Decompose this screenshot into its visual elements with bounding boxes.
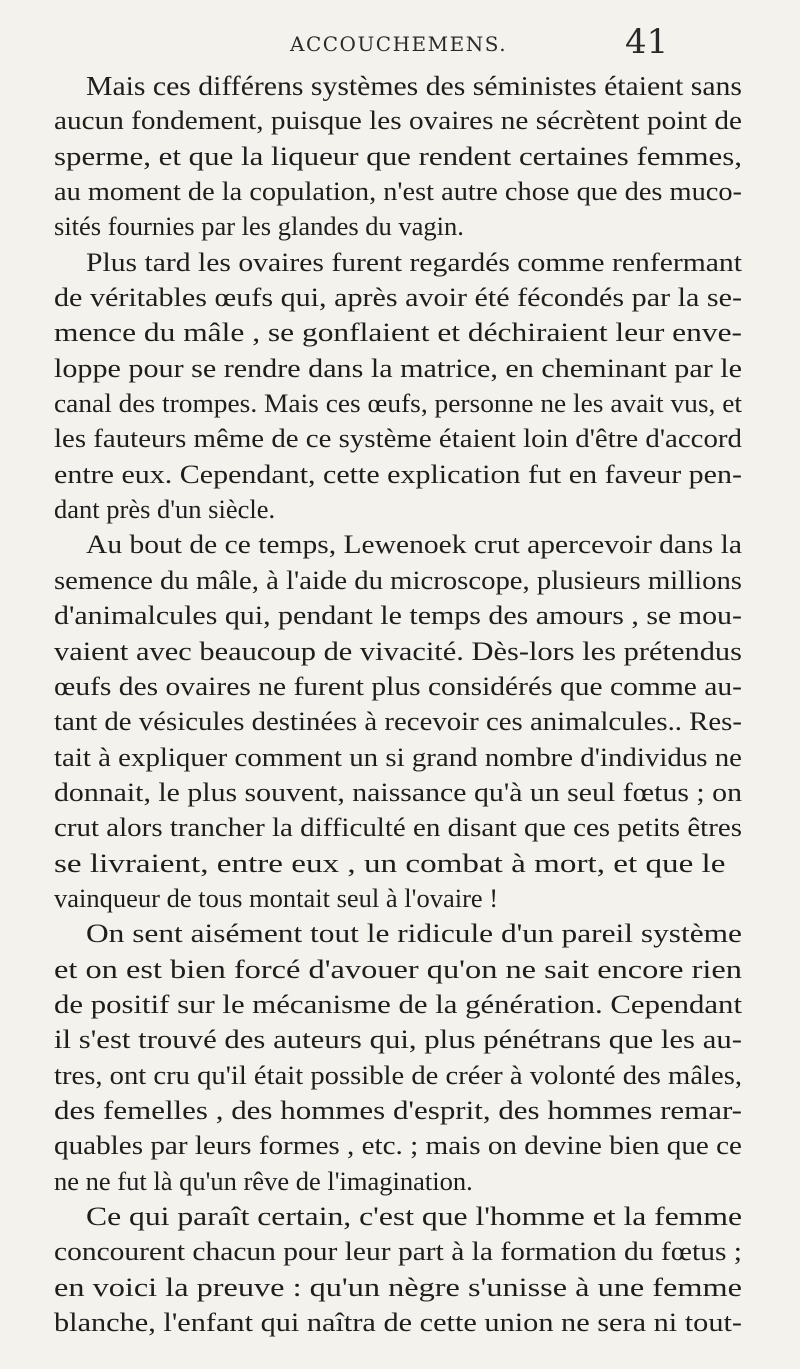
text-line bbox=[0, 527, 800, 562]
text-line-content: les fauteurs même de ce système étaient loin d'être d'accord bbox=[54, 423, 742, 454]
text-line-content: d'animalcules qui, pendant le temps des amours , se mou- bbox=[54, 600, 743, 631]
text-line bbox=[0, 351, 800, 386]
text-line-content: sperme, et que la liqueur que rendent certaines femmes, bbox=[54, 140, 742, 171]
text-line bbox=[0, 245, 800, 280]
text-line-content: de positif sur le mécanisme de la génération. Cependant bbox=[54, 988, 742, 1019]
text-line bbox=[0, 634, 800, 669]
text-line-content: sités fournies par les glandes du vagin. bbox=[54, 211, 464, 242]
running-head: ACCOUCHEMENS. bbox=[290, 32, 508, 56]
text-line-content: ne ne fut là qu'un rêve de l'imagination. bbox=[54, 1165, 473, 1196]
text-line-content: Au bout de ce temps, Lewenoek crut apercevoir dans la bbox=[86, 529, 742, 560]
text-line bbox=[0, 740, 800, 775]
text-line-content: entre eux. Cependant, cette explication fut en faveur pen- bbox=[54, 458, 742, 489]
page-number: 41 bbox=[625, 22, 669, 62]
text-line-content: mence du mâle , se gonflaient et déchiraient leur enve- bbox=[54, 317, 742, 348]
text-line bbox=[0, 1234, 800, 1269]
text-line bbox=[0, 1199, 800, 1234]
text-line-content: On sent aisément tout le ridicule d'un pareil système bbox=[86, 918, 742, 949]
text-line-content: concourent chacun pour leur part à la formation du fœtus ; bbox=[54, 1236, 742, 1267]
text-line-content: vainqueur de tous montait seul à l'ovaire ! bbox=[54, 882, 499, 913]
text-line-content: donnait, le plus souvent, naissance qu'à un seul fœtus ; on bbox=[54, 776, 742, 807]
text-line bbox=[0, 280, 800, 315]
text-line bbox=[0, 1022, 800, 1057]
text-line-content: semence du mâle, à l'aide du microscope, plusieurs millions bbox=[54, 564, 742, 595]
text-line bbox=[0, 598, 800, 633]
text-line-content: canal des trompes. Mais ces œufs, personne ne les avait vus, et bbox=[54, 388, 742, 419]
text-line-content: œufs des ovaires ne furent plus considérés que comme au- bbox=[54, 670, 742, 701]
text-line bbox=[0, 916, 800, 951]
text-line-content: quables par leurs formes , etc. ; mais on devine bien que ce bbox=[54, 1130, 742, 1161]
text-line bbox=[0, 174, 800, 209]
text-line bbox=[0, 209, 800, 244]
text-line bbox=[0, 563, 800, 598]
text-line-content: Plus tard les ovaires furent regardés comme renfermant bbox=[86, 246, 742, 277]
text-line bbox=[0, 315, 800, 350]
text-line-content: Mais ces différens systèmes des séministes étaient sans bbox=[86, 70, 742, 101]
text-line-content: vaient avec beaucoup de vivacité. Dès-lors les prétendus bbox=[54, 635, 742, 666]
text-line-content: aucun fondement, puisque les ovaires ne sécrètent point de bbox=[54, 105, 742, 136]
text-line-content: tres, ont cru qu'il était possible de créer à volonté des mâles, bbox=[54, 1059, 742, 1090]
text-line-content: tait à expliquer comment un si grand nombre d'individus ne bbox=[54, 741, 742, 772]
text-line bbox=[0, 1128, 800, 1163]
text-line-content: dant près d'un siècle. bbox=[54, 494, 276, 525]
text-line-content: il s'est trouvé des auteurs qui, plus pénétrans que les au- bbox=[54, 1024, 742, 1055]
text-line-content: des femelles , des hommes d'esprit, des hommes remar- bbox=[54, 1094, 742, 1125]
text-line-content: Ce qui paraît certain, c'est que l'homme et la femme bbox=[86, 1201, 742, 1231]
text-line-content: crut alors trancher la difficulté en disant que ces petits êtres bbox=[54, 812, 742, 843]
text-line-content: et on est bien forcé d'avouer qu'on ne sait encore rien bbox=[54, 953, 742, 984]
text-line-content: loppe pour se rendre dans la matrice, en cheminant par le bbox=[54, 352, 742, 383]
text-line bbox=[0, 775, 800, 810]
text-line bbox=[0, 139, 800, 174]
text-line bbox=[0, 457, 800, 492]
text-line bbox=[0, 1270, 800, 1305]
text-line bbox=[0, 492, 800, 527]
text-line bbox=[0, 987, 800, 1022]
text-line bbox=[0, 1058, 800, 1093]
text-line-content: de véritables œufs qui, après avoir été fécondés par la se- bbox=[54, 282, 742, 313]
page-header bbox=[0, 22, 800, 62]
text-line bbox=[0, 881, 800, 916]
text-line bbox=[0, 1093, 800, 1128]
text-line bbox=[0, 421, 800, 456]
text-line-content: au moment de la copulation, n'est autre chose que des muco- bbox=[54, 176, 742, 207]
text-line bbox=[0, 669, 800, 704]
text-line bbox=[0, 846, 800, 881]
text-line bbox=[0, 386, 800, 421]
body-text bbox=[0, 68, 800, 1340]
text-line-content: se livraient, entre eux , un combat à mort, et que le bbox=[54, 847, 726, 878]
text-line bbox=[0, 103, 800, 138]
text-line-content: blanche, l'enfant qui naîtra de cette union ne sera ni tout- bbox=[54, 1307, 742, 1338]
text-line bbox=[0, 952, 800, 987]
text-line bbox=[0, 1164, 800, 1199]
text-line bbox=[0, 810, 800, 845]
text-line bbox=[0, 704, 800, 739]
text-line-content: en voici la preuve : qu'un nègre s'unisse à une femme bbox=[54, 1271, 742, 1302]
text-line bbox=[0, 68, 800, 103]
text-line bbox=[0, 1305, 800, 1340]
text-line-content: tant de vésicules destinées à recevoir ces animalcules.. Res- bbox=[54, 706, 742, 737]
